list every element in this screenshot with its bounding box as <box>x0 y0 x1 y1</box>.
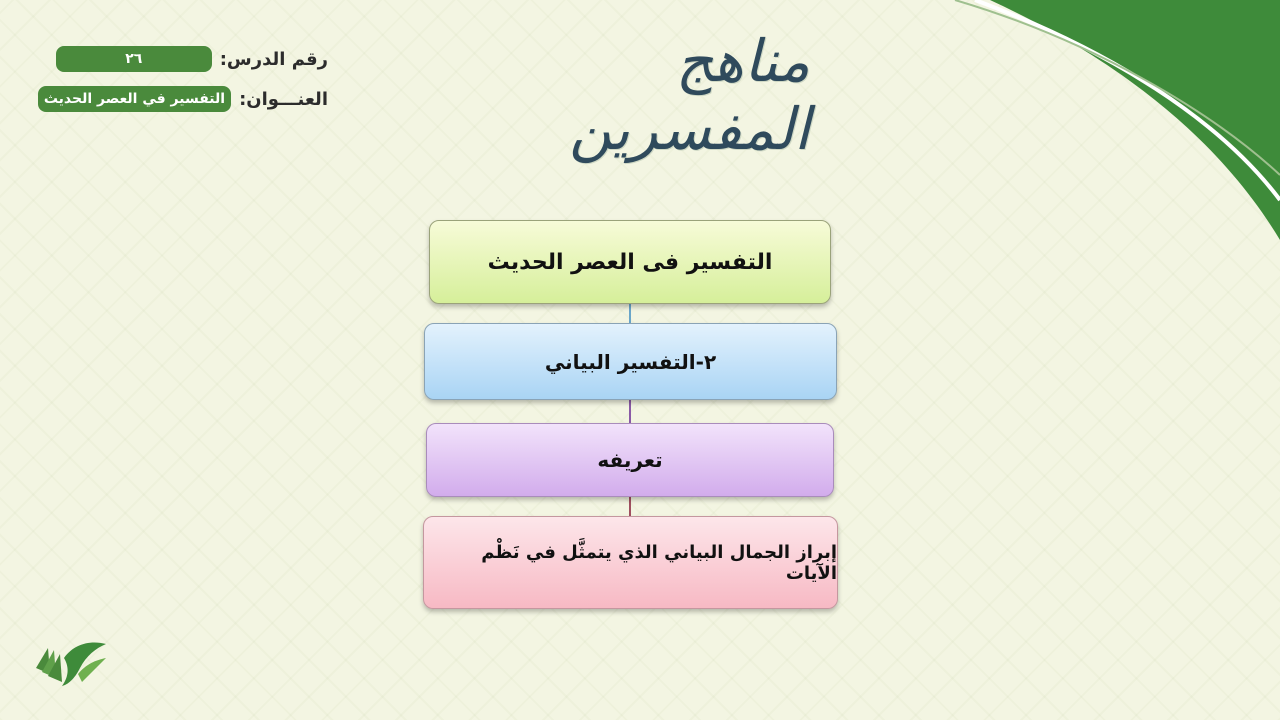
lesson-number-badge: ٢٦ <box>56 46 212 72</box>
lesson-title-row <box>38 86 328 112</box>
subtopic-box: ٢-التفسير البياني <box>424 323 837 400</box>
connector-line-2 <box>629 400 631 423</box>
connector-line-1 <box>629 304 631 323</box>
connector-line-3 <box>629 497 631 516</box>
book-pages-logo-icon <box>34 634 110 690</box>
corner-swoosh-decoration <box>920 0 1280 240</box>
topic-box: التفسير فى العصر الحديث <box>429 220 831 304</box>
lesson-number-row <box>56 46 328 72</box>
lesson-number-label: رقم الدرس: <box>219 48 328 70</box>
lesson-title-badge: التفسير في العصر الحديث <box>38 86 231 112</box>
lesson-title-label: العنـــوان: <box>239 88 328 110</box>
definition-heading-box: تعريفه <box>426 423 834 497</box>
definition-text-box: إبراز الجمال البياني الذي يتمثَّل في نَظْم الآيات <box>423 516 838 609</box>
course-title-calligraphy: مناهج المفسرين <box>569 27 810 163</box>
